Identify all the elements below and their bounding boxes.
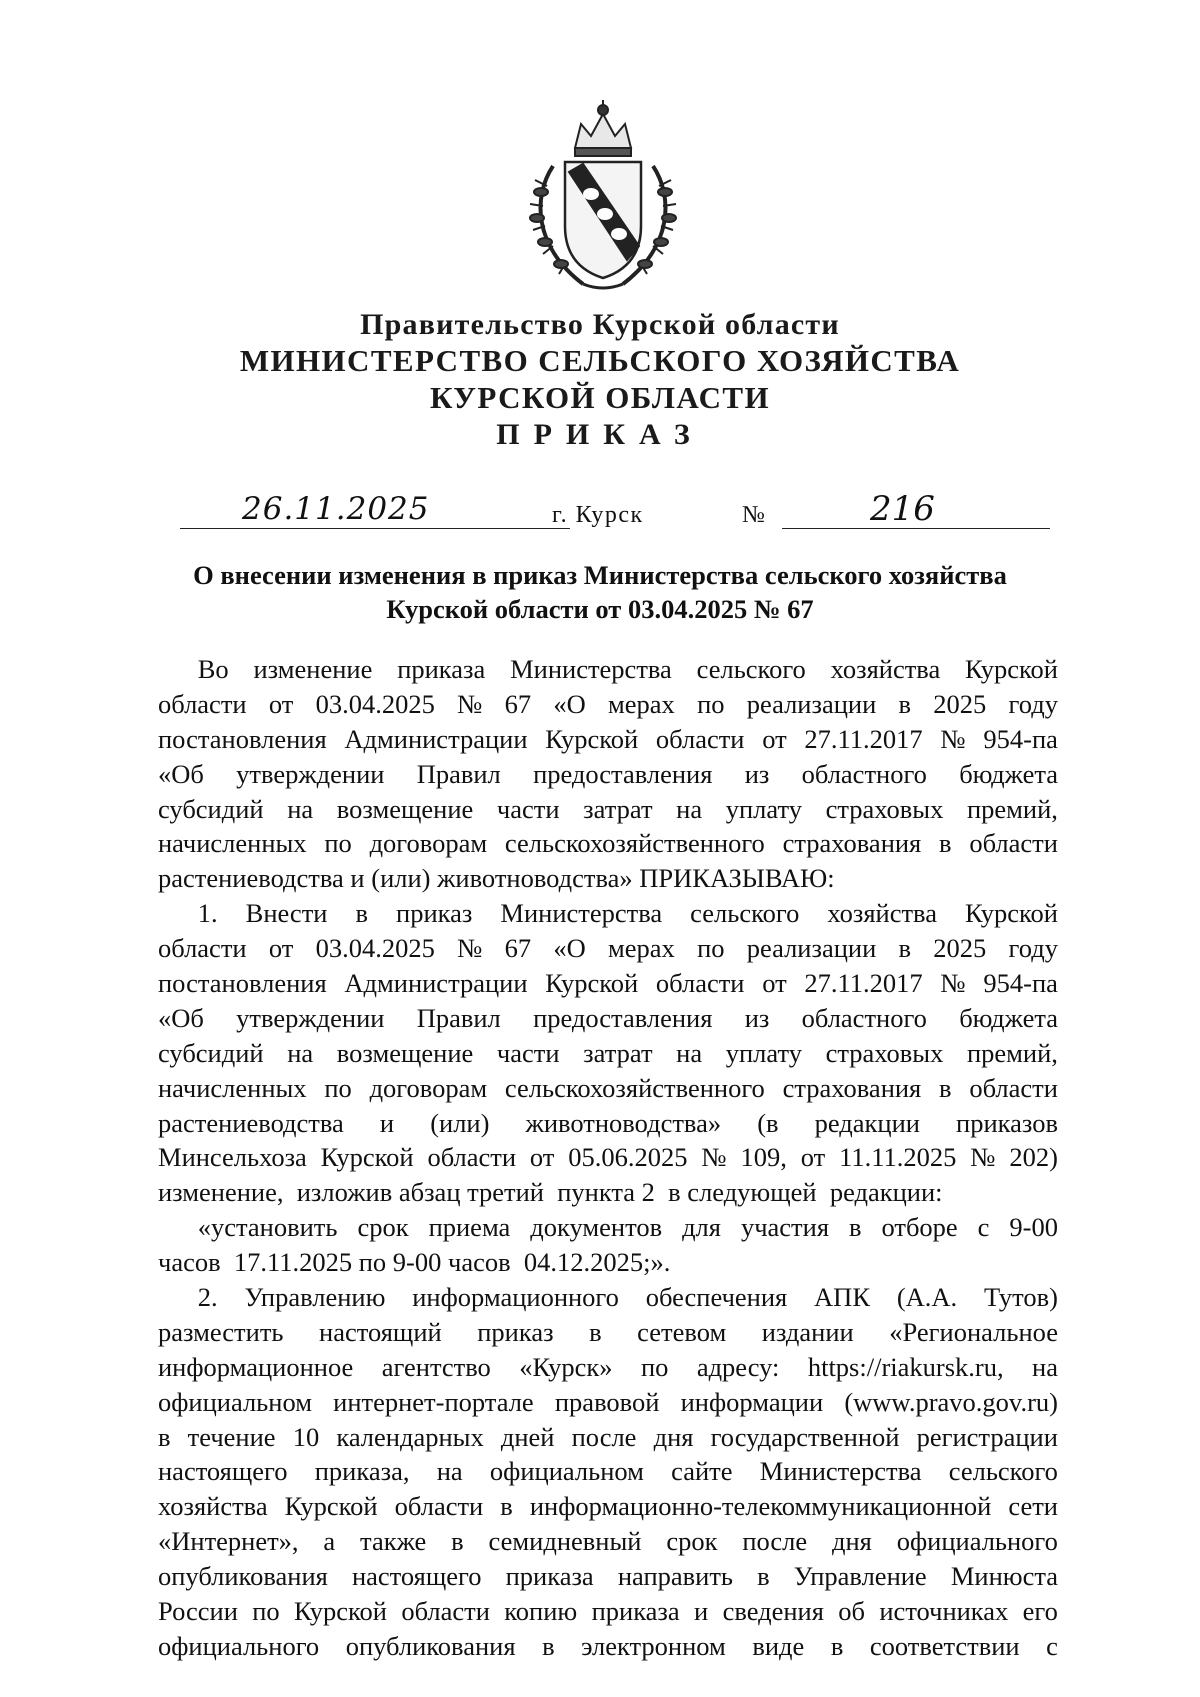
date-field [180, 491, 570, 535]
body-word: для [682, 1212, 721, 1243]
body-word: после [742, 1526, 808, 1557]
body-line [158, 861, 1058, 896]
body-word: Курской [965, 654, 1058, 684]
body-word: (или) [430, 1107, 490, 1138]
body-word: № [457, 688, 483, 719]
body-word: на [1032, 1351, 1058, 1382]
body-word: приказ [396, 898, 473, 929]
body-line [158, 1036, 1058, 1071]
body-word: 954-па [983, 723, 1058, 754]
body-word: приказ [477, 1316, 554, 1347]
body-word: на [287, 793, 314, 824]
date-number-line [160, 489, 1050, 535]
body-line [158, 1280, 1058, 1315]
body-word: сельского [948, 1456, 1058, 1487]
body-word: информационного [412, 1282, 619, 1313]
body-word: 1. [158, 898, 218, 929]
body-line [158, 1350, 1058, 1385]
body-word: настоящего [158, 1456, 288, 1487]
body-word: от [800, 1142, 826, 1173]
body-line [158, 792, 1058, 827]
body-word: начисленных [158, 1072, 307, 1103]
body-word: https://riakursk.ru, [807, 1351, 1004, 1382]
body-word: № [940, 968, 966, 999]
document-body [158, 652, 1058, 1664]
body-word: в [848, 1212, 862, 1243]
body-word: Курской [294, 1596, 387, 1627]
body-word: источниках [879, 1596, 1009, 1627]
body-word: официальном [489, 1456, 644, 1487]
body-word: соответствии [869, 1630, 1020, 1661]
body-word: области [655, 723, 745, 754]
body-word: с [977, 1212, 990, 1243]
body-word: интернет-портале [333, 1386, 534, 1417]
body-word: Курской [545, 723, 639, 754]
body-word: в [451, 1526, 464, 1557]
body-word: утверждении [236, 758, 385, 789]
body-word: в [939, 828, 952, 859]
body-word: АПК [814, 1282, 870, 1313]
body-word: Управление [793, 1561, 927, 1592]
document-title-line-2: Курской области от 03.04.2025 № 67 [386, 594, 814, 624]
body-word: Минюста [950, 1561, 1058, 1592]
body-word: 27.11.2017 [804, 723, 923, 754]
body-word: договорам [369, 828, 488, 859]
body-line [158, 966, 1058, 1001]
body-line [158, 1489, 1058, 1524]
body-word: 954-па [983, 968, 1058, 999]
body-line [158, 1175, 1058, 1210]
body-word: Министерства [759, 1456, 922, 1487]
body-word: мерах [608, 933, 675, 964]
body-word: по [252, 1596, 280, 1627]
body-word: России [158, 1596, 238, 1627]
body-word: течение [187, 1421, 276, 1452]
body-word: страховых [825, 1037, 944, 1068]
body-word: официального [158, 1630, 320, 1661]
body-word: сети [1008, 1491, 1058, 1522]
kursk-coat-of-arms-icon [523, 96, 683, 296]
body-word: его [1022, 1596, 1058, 1627]
body-word: субсидий [158, 793, 264, 824]
body-word: сельскохозяйственного [504, 1072, 765, 1103]
body-word: дня [653, 1421, 694, 1452]
body-word: Курской [284, 1491, 378, 1522]
body-word: с [1046, 1630, 1058, 1661]
body-word: в [500, 1491, 513, 1522]
body-word: 67 [504, 933, 532, 964]
body-word: «О [553, 933, 586, 964]
body-word: электронном [581, 1630, 726, 1661]
body-word: Минсельхоза [158, 1142, 307, 1173]
body-line [158, 1454, 1058, 1489]
body-line [158, 826, 1058, 861]
number-field [782, 489, 1050, 535]
body-word: 03.04.2025 [315, 933, 435, 964]
body-word: Во [158, 654, 229, 684]
body-word: хозяйства [158, 1491, 268, 1522]
body-word: срок [357, 1212, 409, 1243]
body-word: семидневный [488, 1526, 642, 1557]
body-word: Администрации [344, 968, 528, 999]
city-label: г. Курск [552, 502, 644, 528]
body-word: году [1008, 688, 1058, 719]
body-word: официальном [158, 1386, 312, 1417]
body-word: областного [801, 1002, 927, 1033]
body-word: из [744, 758, 770, 789]
body-word: в [355, 898, 369, 929]
body-word: часов 17.11.2025 по 9-00 часов 04.12.2025;». [158, 1247, 671, 1278]
body-line [158, 757, 1058, 792]
body-word: Курской [320, 1142, 414, 1173]
body-word: отборе [881, 1212, 958, 1243]
body-word: от [762, 968, 787, 999]
body-word: № [701, 1142, 727, 1173]
body-word: области [158, 933, 247, 964]
body-word: мерах [608, 688, 675, 719]
body-word: № [940, 723, 966, 754]
body-word: «установить [158, 1212, 338, 1243]
body-word: утверждении [236, 1002, 385, 1033]
body-word: и [694, 1596, 709, 1627]
body-word: приказа [591, 1596, 680, 1627]
body-line [158, 1106, 1058, 1141]
body-word: в [158, 1421, 171, 1452]
body-word: области [158, 688, 247, 719]
body-word: сайте [671, 1456, 733, 1487]
body-word: 2. [158, 1282, 218, 1313]
body-word: постановления [158, 968, 327, 999]
body-word: затрат [583, 793, 653, 824]
body-line [158, 1629, 1058, 1664]
body-word: в [898, 933, 912, 964]
ministry-heading-line-1: МИНИСТЕРСТВО СЕЛЬСКОГО ХОЗЯЙСТВА [239, 343, 961, 378]
body-word: «Интернет», [158, 1526, 299, 1557]
body-word: сельского [696, 654, 806, 684]
body-word: (www.pravo.gov.ru) [844, 1386, 1058, 1417]
body-word: 10 [292, 1421, 320, 1452]
body-word: 03.04.2025 [315, 688, 435, 719]
body-word: Внести [245, 898, 328, 929]
number-sign: № [742, 502, 765, 528]
body-word: Правил [416, 758, 501, 789]
body-word: растениеводства [158, 1107, 344, 1138]
body-line [158, 1385, 1058, 1420]
government-heading: Правительство Курской области [360, 308, 840, 341]
body-word: области [969, 828, 1058, 859]
document-type-heading: ПРИКАЗ [496, 418, 704, 451]
body-line [158, 687, 1058, 722]
ministry-heading-line-2: КУРСКОЙ ОБЛАСТИ [430, 380, 770, 415]
body-word: «Региональное [889, 1316, 1058, 1347]
body-word: государственной [710, 1421, 900, 1452]
body-word: об [838, 1596, 866, 1627]
body-word: № [970, 1142, 996, 1173]
body-word: 109, [740, 1142, 787, 1173]
handwritten-date: 26.11.2025 [242, 491, 430, 527]
body-word: официального [896, 1526, 1058, 1557]
body-word: реализации [746, 688, 877, 719]
body-word: сельского [690, 898, 800, 929]
body-word: направить [617, 1561, 733, 1592]
body-word: страховых [825, 793, 944, 824]
body-word: предоставления [533, 758, 713, 789]
body-word: возмещение [336, 1037, 474, 1068]
body-word: опубликования [345, 1630, 516, 1661]
body-word: и [379, 1107, 395, 1138]
body-word: сведения [722, 1596, 824, 1627]
body-word: «Курск» [519, 1351, 613, 1382]
body-word: по [324, 828, 352, 859]
body-word: приказа [397, 654, 486, 684]
body-word: возмещение [336, 793, 474, 824]
body-word: приказов [956, 1107, 1058, 1138]
body-word: приема [428, 1212, 511, 1243]
body-word: субсидий [158, 1037, 264, 1068]
body-word: бюджета [959, 758, 1058, 789]
body-line [158, 1210, 1058, 1245]
body-word: по [324, 1072, 352, 1103]
body-word: растениеводства и (или) животноводства» ПРИКАЗЫВАЮ: [158, 863, 835, 894]
body-word: страхования [782, 828, 922, 859]
body-word: уплату [725, 1037, 802, 1068]
body-word: в [898, 688, 912, 719]
body-word: агентство [381, 1351, 491, 1382]
body-word: в [830, 1630, 844, 1661]
body-word: 67 [504, 688, 532, 719]
body-word: по [697, 688, 725, 719]
body-word: части [496, 1037, 560, 1068]
body-word: опубликования [158, 1561, 328, 1592]
body-word: сельскохозяйственного [504, 828, 765, 859]
body-word: области [401, 1596, 490, 1627]
body-word: Управлению [244, 1282, 386, 1313]
body-word: от [268, 688, 294, 719]
body-word: по [640, 1351, 669, 1382]
body-word: реализации [746, 933, 877, 964]
body-line [158, 1524, 1058, 1559]
body-word: информации [680, 1386, 824, 1417]
body-word: областного [801, 758, 927, 789]
body-word: 2025 [933, 688, 987, 719]
body-word: а [323, 1526, 336, 1557]
body-word: разместить [158, 1316, 284, 1347]
handwritten-number: 216 [870, 489, 935, 529]
body-word: документов [530, 1212, 663, 1243]
body-word: настоящий [319, 1316, 442, 1347]
body-word: части [496, 793, 560, 824]
body-line [158, 1420, 1058, 1455]
body-word: в [542, 1630, 555, 1661]
body-word: «Об [158, 758, 204, 789]
body-word: году [1008, 933, 1058, 964]
body-word: приказа, [314, 1456, 410, 1487]
body-word: дней [500, 1421, 555, 1452]
body-word: «О [553, 688, 586, 719]
body-word: Тутов) [984, 1282, 1058, 1313]
body-word: затрат [583, 1037, 653, 1068]
body-word: страхования [782, 1072, 922, 1103]
body-word: 9-00 [1009, 1212, 1058, 1243]
body-line [158, 1071, 1058, 1106]
body-line [158, 722, 1058, 757]
body-word: Министерства [510, 654, 672, 684]
body-word: на [676, 1037, 703, 1068]
body-word: участия [740, 1212, 830, 1243]
body-line [158, 1001, 1058, 1036]
body-word: договорам [369, 1072, 488, 1103]
body-word: начисленных [158, 828, 307, 859]
body-word: предоставления [533, 1002, 713, 1033]
body-word: от [762, 723, 787, 754]
body-word: постановления [158, 723, 327, 754]
date-underline [180, 528, 570, 529]
body-word: премий, [966, 1037, 1058, 1068]
body-line [158, 1559, 1058, 1594]
body-word: в [939, 1072, 952, 1103]
body-word: 202) [1009, 1142, 1058, 1173]
body-word: дня [832, 1526, 872, 1557]
body-word: от [529, 1142, 555, 1173]
body-word: (А.А. [896, 1282, 958, 1313]
body-word: № [457, 933, 483, 964]
body-word: на [287, 1037, 314, 1068]
body-word: обеспечения [645, 1282, 788, 1313]
body-word: информационно-телекоммуникационной [529, 1491, 992, 1522]
body-word: изменение [253, 654, 373, 684]
body-word: изменение, изложив абзац третий пункта 2 в следующей редакции: [158, 1177, 943, 1208]
body-word: 2025 [933, 933, 987, 964]
body-word: срок [666, 1526, 718, 1557]
body-word: 05.06.2025 [568, 1142, 688, 1173]
body-word: животноводства» [525, 1107, 722, 1138]
body-word: информационное [158, 1351, 354, 1382]
body-word: копию [504, 1596, 578, 1627]
body-word: уплату [725, 793, 802, 824]
body-word: (в [757, 1107, 779, 1138]
body-word: «Об [158, 1002, 204, 1033]
body-word: на [676, 793, 703, 824]
body-word: виде [752, 1630, 805, 1661]
body-line [158, 1315, 1058, 1350]
body-word: сетевом [637, 1316, 727, 1347]
body-word: от [268, 933, 294, 964]
document-title-line-1: О внесении изменения в приказ Министерства сельского хозяйства [193, 560, 1007, 590]
body-word: области [969, 1072, 1058, 1103]
body-word: приказа [505, 1561, 594, 1592]
body-word: на [436, 1456, 463, 1487]
body-word: премий, [966, 793, 1058, 824]
body-word: области [394, 1491, 484, 1522]
body-line [158, 896, 1058, 931]
body-word: после [571, 1421, 637, 1452]
body-word: области [655, 968, 745, 999]
body-word: бюджета [959, 1002, 1058, 1033]
body-word: хозяйства [827, 898, 937, 929]
body-word: из [744, 1002, 770, 1033]
body-word: адресу: [696, 1351, 780, 1382]
body-word: области [427, 1142, 517, 1173]
body-line [158, 1245, 1058, 1280]
body-line [158, 1140, 1058, 1175]
body-word: также [360, 1526, 427, 1557]
body-word: 27.11.2017 [804, 968, 923, 999]
body-word: календарных [336, 1421, 484, 1452]
body-word: регистрации [916, 1421, 1058, 1452]
body-word: Министерства [500, 898, 663, 929]
body-word: 11.11.2025 [839, 1142, 957, 1173]
body-word: Правил [416, 1002, 501, 1033]
body-word: Администрации [344, 723, 528, 754]
body-word: Курской [965, 898, 1058, 929]
body-word: правовой [554, 1386, 660, 1417]
body-word: в [589, 1316, 602, 1347]
body-line [158, 1594, 1058, 1629]
body-word: Курской [545, 968, 639, 999]
body-word: хозяйства [830, 654, 941, 684]
body-line [158, 652, 1058, 687]
body-word: издании [761, 1316, 854, 1347]
body-word: редакции [814, 1107, 920, 1138]
body-line [158, 931, 1058, 966]
body-word: в [757, 1561, 770, 1592]
body-word: настоящего [351, 1561, 482, 1592]
body-word: по [697, 933, 725, 964]
